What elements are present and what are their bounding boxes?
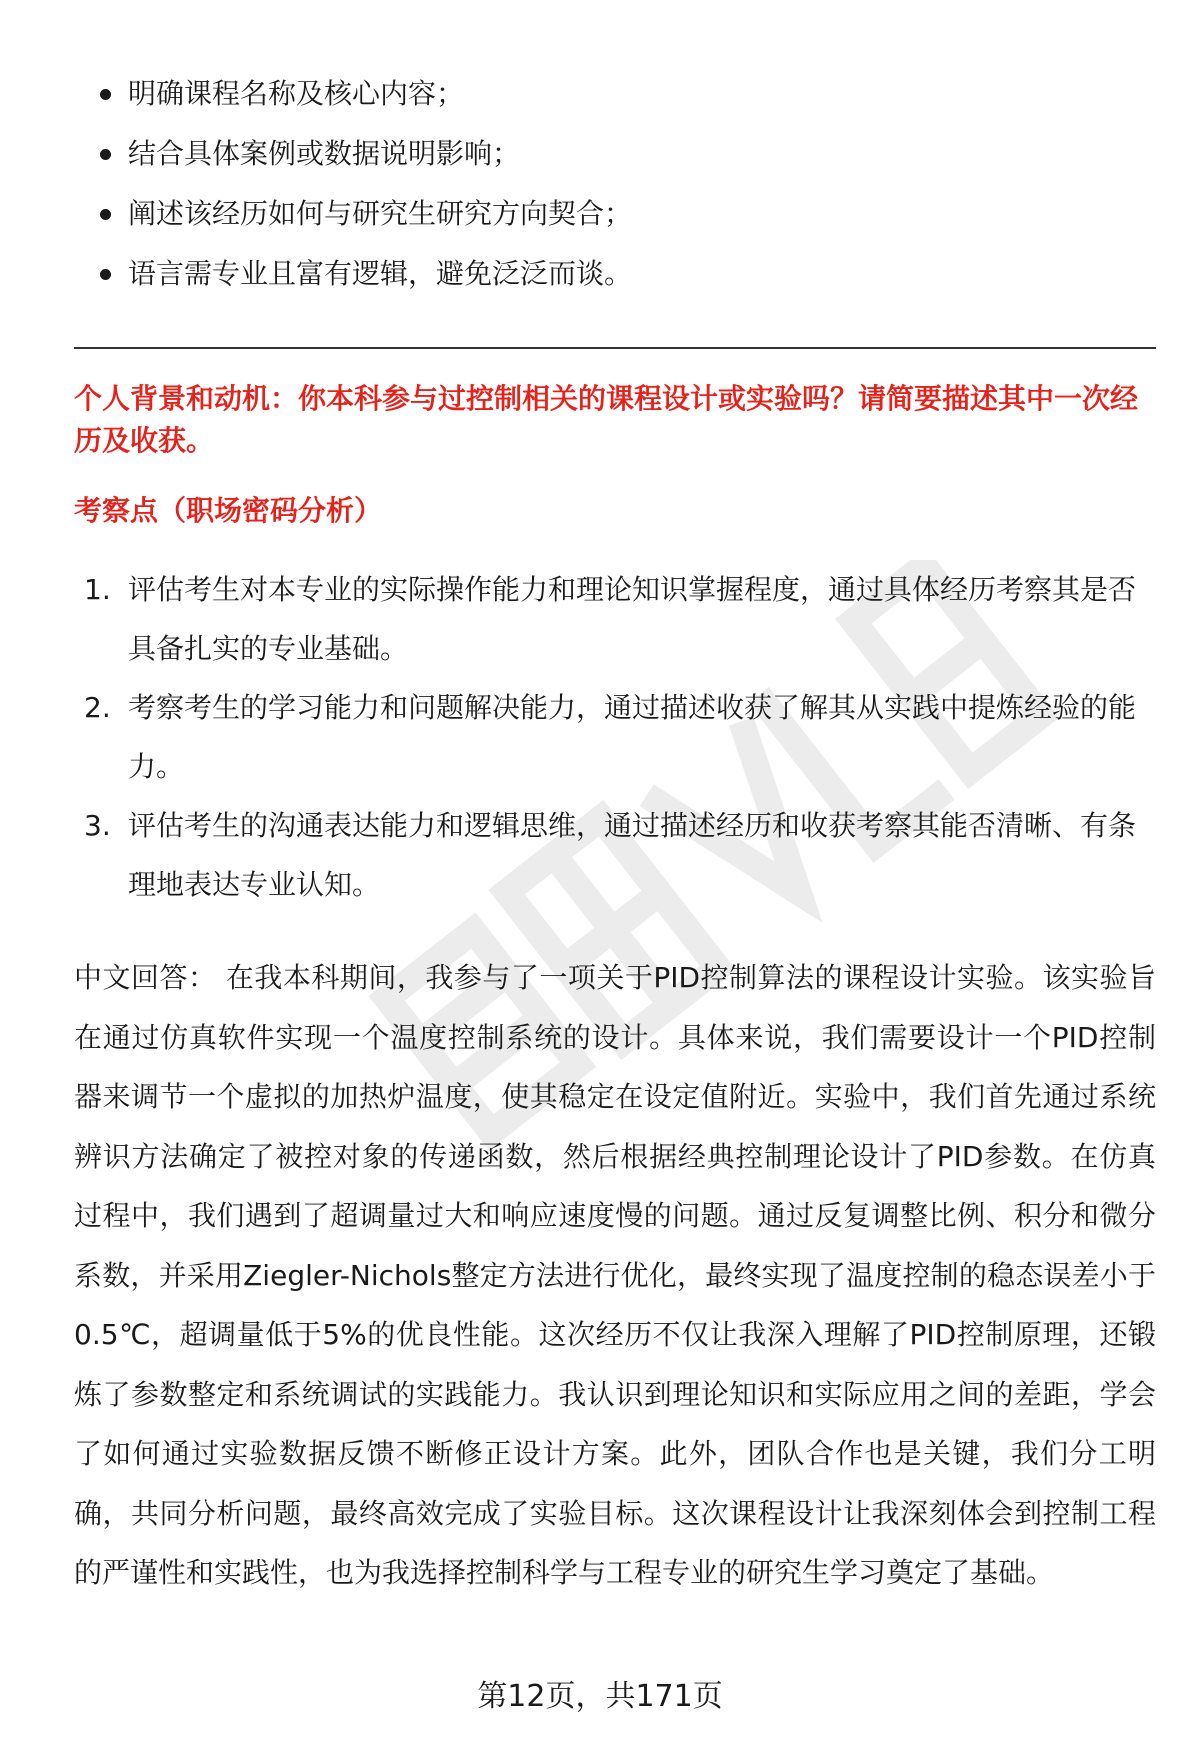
list-item (74, 244, 1156, 304)
answer-paragraph: 中文回答： 在我本科期间，我参与了一项关于PID控制算法的课程设计实验。该实验旨在通过仿真软件实现一个温度控制系统的设计。具体来说，我们需要设计一个PID控制器来调节一个虚拟的加热炉温度，使其稳定在设定值附近。实验中，我们首先通过系统辨识方法确定了被控对象的传递函数，然后根据经典控制理论设计了PID参数。在仿真过程中，我们遇到了超调量过大和响应速度慢的问题。通过反复调整比例、积分和微分系数，并采用Ziegler-Nichols整定方法进行优化，最终实现了温度控制的稳态误差小于0.5℃，超调量低于5%的优良性能。这次经历不仅让我深入理解了PID控制原理，还锻炼了参数整定和系统调试的实践能力。我认识到理论知识和实际应用之间的差距，学会了如何通过实验数据反馈不断修正设计方案。此外，团队合作也是关键，我们分工明确，共同分析问题，最终高效完成了实验目标。这次课程设计让我深刻体会到控制工程的严谨性和实践性，也为我选择控制科学与工程专业的研究生学习奠定了基础。 (74, 961, 1156, 1589)
list-number: 2. (84, 691, 111, 724)
list-item-text: 明确课程名称及核心内容； (128, 77, 465, 110)
list-item (74, 678, 1156, 796)
list-item-text: 评估考生的沟通表达能力和逻辑思维，通过描述经历和收获考察其能否清晰、有条理地表达专业认知。 (128, 809, 1137, 901)
list-item-text: 阐述该经历如何与研究生研究方向契合； (128, 197, 633, 230)
bullet-dot-icon (100, 269, 111, 280)
bullet-dot-icon (100, 209, 111, 220)
list-item (74, 796, 1156, 914)
list-number: 1. (84, 573, 111, 606)
list-item (74, 124, 1156, 184)
assessment-points (74, 560, 1156, 914)
list-item-text: 考察考生的学习能力和问题解决能力，通过描述收获了解其从实践中提炼经验的能力。 (128, 691, 1137, 783)
list-item (74, 560, 1156, 678)
requirement-list (74, 64, 1156, 304)
list-item-text: 语言需专业且富有逻辑，避免泛泛而谈。 (128, 257, 633, 290)
bullet-dot-icon (100, 149, 111, 160)
list-number: 3. (84, 809, 111, 842)
interview-question: 个人背景和动机：你本科参与过控制相关的课程设计或实验吗？请简要描述其中一次经历及收获。 (74, 382, 1139, 457)
list-item-text: 结合具体案例或数据说明影响； (128, 137, 521, 170)
page-number: 第12页，共171页 (477, 1679, 723, 1714)
section-divider (74, 347, 1156, 349)
assessment-heading: 考察点（职场密码分析） (74, 494, 383, 527)
bullet-dot-icon (100, 89, 111, 100)
list-item (74, 64, 1156, 124)
list-item-text: 评估考生对本专业的实际操作能力和理论知识掌握程度，通过具体经历考察其是否具备扎实的专业基础。 (128, 573, 1137, 665)
list-item (74, 184, 1156, 244)
